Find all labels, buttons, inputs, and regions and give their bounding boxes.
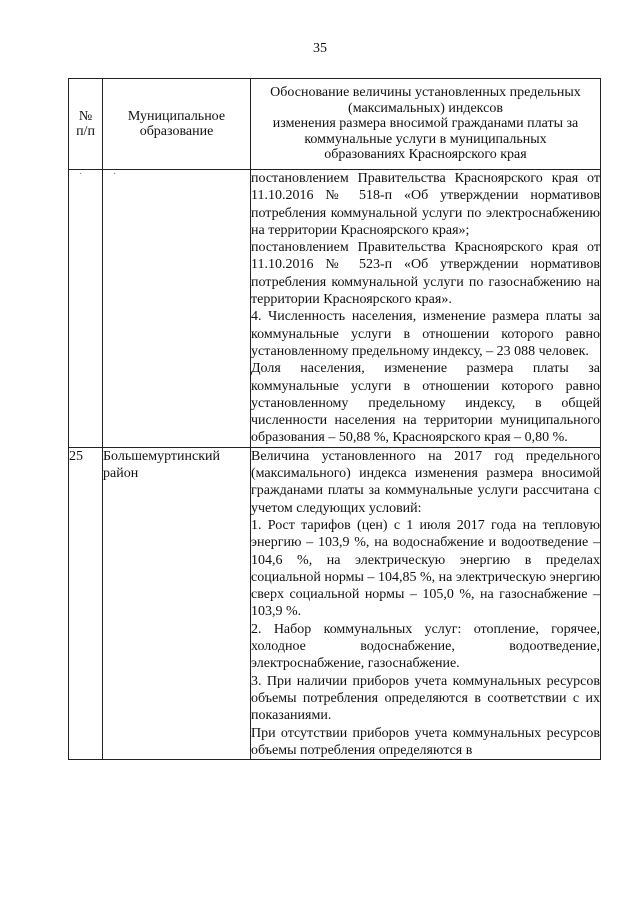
scan-mark: · [79,169,83,180]
row-municipality-cell: Большемуртинский район [103,447,251,759]
row-number-cell [69,170,103,448]
header-number [69,79,103,170]
municipal-index-table [68,78,601,760]
justification-paragraph: постановлением Правительства Красноярского края от 11.10.2016 № 523-п «Об утверждении нормативов потребления коммунальной услуги по газоснабжению на территории Красноярского края». [251,240,600,308]
header-number-line: п/п [76,124,95,139]
justification-paragraph: 2. Набор коммунальных услуг: отопление, горячее, холодное водоснабжение, водоотведение, электроснабжение, газоснабжение. [251,621,600,672]
justification-paragraph: 3. При наличии приборов учета коммунальных ресурсов объемы потребления определяются в соответствии с их показаниями. [251,673,600,724]
justification-paragraph: 4. Численность населения, изменение размера платы за коммунальные услуги в отношении которого равно установленному предельному индексу, – 23 088 человек. [251,309,600,359]
header-justification-line: образованиях Красноярского края [324,147,527,163]
justification-paragraph: Величина установленного на 2017 год предельного (максимального) индекса изменения размера вносимой гражданами платы за коммунальные услуги рассчитана с учетом следующих условий: [251,448,600,516]
header-justification-line: коммунальные услуги в муниципальных [304,131,547,147]
page-number: 35 [313,41,327,56]
row-justification-cell [251,170,601,448]
table-header-row [69,79,601,170]
header-municipality [103,79,251,170]
justification-paragraph: 1. Рост тарифов (цен) с 1 июля 2017 года на тепловую энергию – 103,9 %, на водоснабжение и водоотведение – 104,6 %, на электрическую энергию в пределах социальной нормы – 104,85 %, на электрическую энергию сверх социальной нормы – 105,0 %, на газоснабжение – 103,9 %. [251,517,600,620]
header-number-line: № [78,108,93,124]
header-municipality-line: Муниципальное [127,108,226,124]
table-row [69,447,601,759]
justification-paragraph: Доля населения, изменение размера платы за коммунальные услуги в отношении которого равно установленному предельному индексу, в общей численности населения на территории муниципального образования – 50,88 %, Красноярского края – 0,80 %. [251,361,600,446]
row-municipality-cell [103,170,251,448]
row-number-cell: 25 [69,447,103,759]
justification-paragraph: постановлением Правительства Красноярского края от 11.10.2016 № 518-п «Об утверждении нормативов потребления коммунальной услуги по электроснабжению на территории Красноярского края»; [251,171,600,238]
header-justification-line: изменения размера вносимой гражданами платы за [272,116,579,132]
scan-mark: · [113,169,117,180]
header-justification [251,79,601,170]
justification-paragraph: При отсутствии приборов учета коммунальных ресурсов объемы потребления определяются в [251,725,600,758]
header-justification-line: (максимальных) индексов [348,100,503,116]
row-justification-cell [251,447,601,759]
header-municipality-line: образование [139,124,214,139]
header-justification-line: Обоснование величины установленных предельных [270,85,581,101]
table-row [69,170,601,448]
